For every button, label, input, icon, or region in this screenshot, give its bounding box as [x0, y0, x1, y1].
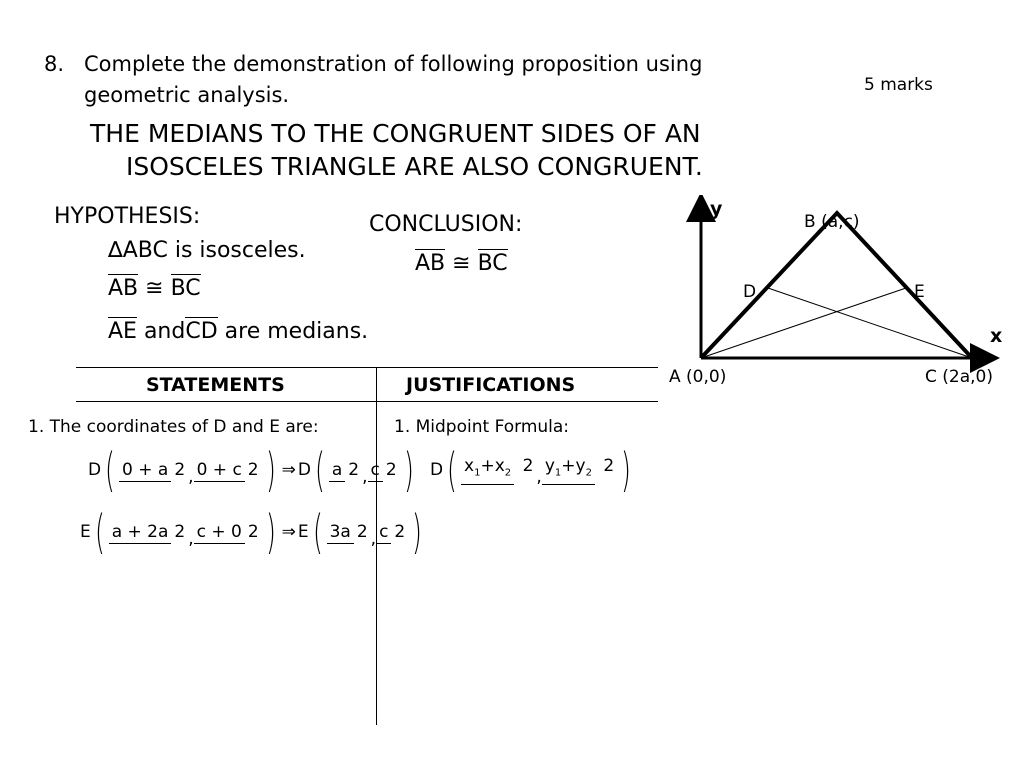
conclusion-segment-bc: BC: [477, 251, 508, 276]
implies-arrow: ⇒: [281, 460, 296, 480]
medians-text: are medians.: [224, 319, 369, 344]
formula-e: E ( a + 2a 2 , c + 0 2 ) ⇒ E ( 3a 2 , c 2 ): [80, 505, 423, 559]
justifications-header: JUSTIFICATIONS: [406, 374, 576, 396]
segment-cd: CD: [185, 319, 218, 344]
conclusion-segment-ab: AB: [415, 251, 446, 276]
question-line-2: geometric analysis.: [84, 83, 290, 107]
congruent-symbol: ≅: [145, 276, 164, 301]
formula-d-label: D: [88, 460, 102, 480]
point-e-label: E: [914, 282, 925, 302]
triangle-symbol: ∆: [108, 238, 123, 263]
midpoint-formula: D ( $x_1+x_2$ 2 , $y_1+y_2$ 2 ): [430, 443, 632, 497]
marks-label: 5 marks: [864, 75, 933, 95]
formula-e-label: E: [80, 522, 91, 542]
theorem-line-2: ISOSCELES TRIANGLE ARE ALSO CONGRUENT.: [126, 152, 703, 181]
x-axis-label: x: [990, 325, 1003, 347]
hypothesis-item-2: [108, 276, 201, 301]
midpoint-x-fraction: $x_1+x_2$ 2: [461, 455, 536, 485]
point-d-label: D: [743, 282, 757, 302]
question-line-1: Complete the demonstration of following proposition using: [84, 52, 703, 76]
segment-ab: AB: [108, 276, 139, 301]
triangle-sides: [701, 213, 972, 358]
formula-d-result-2: c 2: [368, 459, 400, 482]
justification-1: 1. Midpoint Formula:: [394, 417, 570, 437]
point-b-label: B (a,c): [804, 212, 860, 232]
theorem-line-1: THE MEDIANS TO THE CONGRUENT SIDES OF AN: [90, 119, 701, 148]
hypothesis-item-3: [108, 319, 368, 344]
formula-e-result-2: c 2: [376, 521, 408, 544]
conclusion-congruent-symbol: ≅: [452, 251, 471, 276]
formula-d-result-1: a 2: [329, 459, 362, 482]
conclusion-heading: CONCLUSION:: [369, 212, 523, 237]
table-header-rule: [76, 401, 658, 402]
formula-d-fraction-1: 0 + a 2: [119, 459, 188, 482]
hypothesis-item-1: [108, 238, 306, 263]
hypothesis-heading: HYPOTHESIS:: [54, 204, 201, 229]
formula-d: D ( 0 + a 2 , 0 + c 2 ) ⇒ D ( a 2 , c 2 ): [88, 443, 414, 497]
y-axis-label: y: [710, 198, 723, 220]
midpoint-formula-label: D: [430, 460, 444, 480]
formula-e-fraction-2: c + 0 2: [194, 521, 262, 544]
implies-arrow: ⇒: [281, 522, 296, 542]
hypothesis-item-1-text: ABC is isosceles.: [122, 238, 306, 263]
formula-d-fraction-2: 0 + c 2: [194, 459, 262, 482]
formula-e-fraction-1: a + 2a 2: [109, 521, 189, 544]
segment-bc: BC: [170, 276, 201, 301]
conclusion-statement: [415, 251, 508, 276]
table-top-rule: [76, 367, 658, 368]
segment-ae: AE: [108, 319, 137, 344]
statement-1: 1. The coordinates of D and E are:: [28, 417, 319, 437]
point-c-label: C (2a,0): [925, 367, 993, 387]
point-a-label: A (0,0): [669, 367, 727, 387]
question-number: 8.: [44, 52, 65, 76]
and-word: and: [143, 319, 186, 344]
statements-header: STATEMENTS: [146, 374, 285, 396]
midpoint-y-fraction: $y_1+y_2$ 2: [542, 455, 617, 485]
formula-e-result-1: 3a 2: [327, 521, 371, 544]
